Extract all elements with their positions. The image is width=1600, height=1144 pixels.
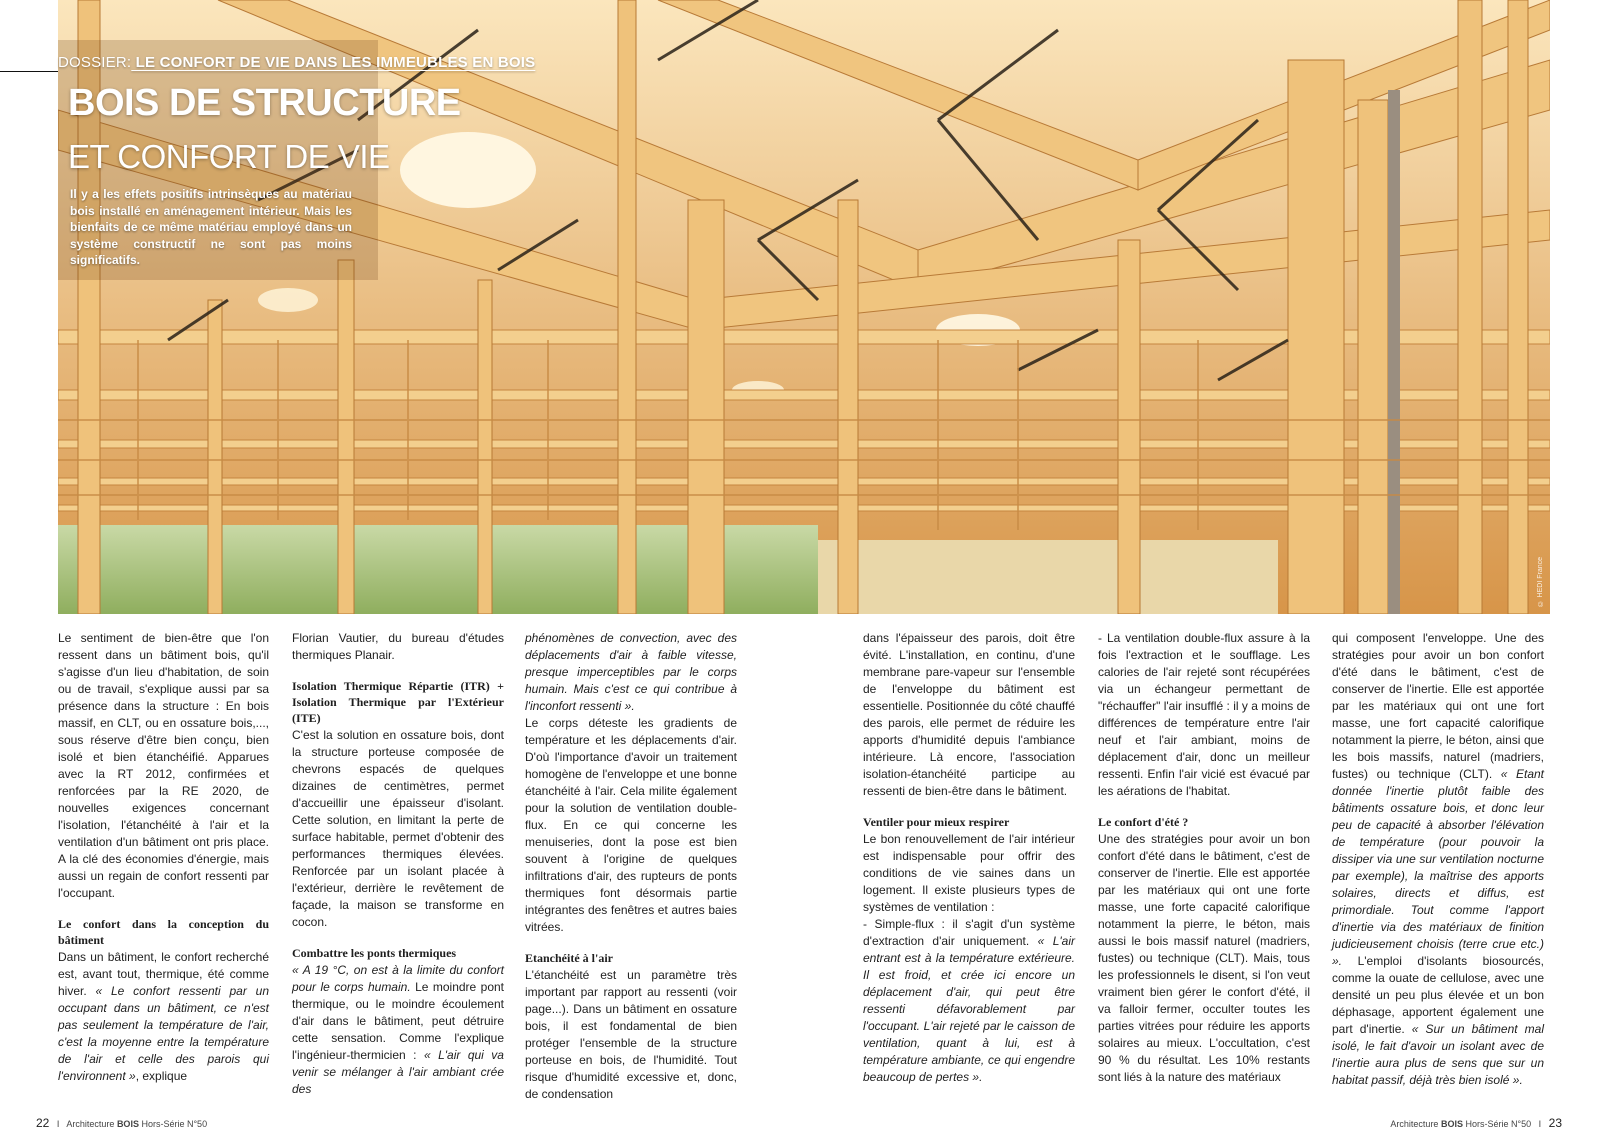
folio-right: [1390, 1116, 1562, 1130]
text-run: Le moindre pont thermique, ou le moindre écoulement d'air dans le bâtiment, peut détruire cette sensation. Comme l'explique l'ingénieur-thermicien :: [292, 980, 504, 1062]
page-number-right: 23: [1548, 1116, 1562, 1130]
paragraph: Le bon renouvellement de l'air intérieur est indispensable pour offrir des conditions de vie saines dans un logement. Il existe plusieurs types de systèmes de ventilation :: [863, 832, 1075, 914]
text-column-4: [863, 630, 1075, 1086]
kicker-topic: LE CONFORT DE VIE DANS LES IMMEUBLES EN BOIS: [131, 54, 536, 71]
header-rule: [0, 71, 58, 72]
quote: « Le confort ressenti par un occupant dans un bâtiment, ce n'est pas seulement la température de l'air, c'est la moyenne entre la température de l'air et celle des parois qui l'environnent »: [58, 984, 269, 1083]
text-run: - Simple-flux : il s'agit d'un système d'extraction d'air uniquement.: [863, 917, 1075, 948]
kicker-lead: DOSSIER:: [58, 54, 132, 71]
text-column-1: [58, 630, 269, 1085]
paragraph: C'est la solution en ossature bois, dont la structure porteuse composée de chevrons espacés de quelques dizaines de centimètres, permet d'accueillir une épaisseur d'isolant. Cette solution, en limitant la perte de surface habitable, permet d'obtenir des performances thermiques élevées. Renforcée par un isolant placée à l'extérieur, derrière le revêtement de façade, la maison se transforme en cocon.: [292, 728, 504, 929]
paragraph: dans l'épaisseur des parois, doit être évité. L'installation, en continu, d'une membrane pare-vapeur sur l'ensemble de l'enveloppe du bâtiment est essentielle. Positionnée du côté chauffé des parois, elle permet de réduire les apports d'humidité depuis l'ambiance intérieure. Là encore, l'association isolation-étanchéité participe au ressenti de bien-être dans le bâtiment.: [863, 631, 1075, 798]
text-column-3: [525, 630, 737, 1103]
paragraph: [58, 949, 269, 1085]
subheading: Etanchéité à l'air: [525, 951, 613, 965]
magazine-name: [1390, 1119, 1531, 1129]
page-number-left: 22: [36, 1116, 50, 1130]
quote: phénomènes de convection, avec des déplacements d'air à faible vitesse, presque imperceptibles par le corps humain. Mais c'est ce qui contribue à l'inconfort ressenti ».: [525, 631, 737, 713]
article-standfirst: Il y a les effets positifs intrinsèques au matériau bois installé en aménagement intérieur. Mais les bienfaits de ce même matériau employé dans un système constructif ne sont pas moins significatifs.: [70, 187, 352, 267]
subheading: Ventiler pour mieux respirer: [863, 815, 1010, 829]
text-run: , explique: [135, 1069, 188, 1083]
magazine-name: [66, 1119, 207, 1129]
text-column-5: [1098, 630, 1310, 1086]
subheading: Combattre les ponts thermiques: [292, 946, 457, 960]
quote: « Sur un bâtiment mal isolé, le fait d'avoir un isolant avec de l'inertie aura plus de sens que sur un habitat passif, déjà très bien isolé ».: [1332, 1022, 1544, 1087]
paragraph: [525, 630, 737, 715]
paragraph: [292, 962, 504, 1098]
text-run: BOIS: [1440, 1119, 1463, 1129]
quote: « A 19 °C, on est à la limite du confort pour le corps humain.: [292, 963, 504, 994]
folio-separator: I: [1538, 1119, 1542, 1129]
paragraph: L'étanchéité est un paramètre très important par rapport au ressenti (voir page...). Dans un bâtiment en ossature bois, il est fondamental de bien protéger l'ensemble de la structure porteuse en bois, de l'humidité. Tout risque d'humidité excessive et, donc, de condensation: [525, 968, 737, 1101]
subheading: Le confort dans la conception du bâtiment: [58, 917, 269, 947]
text-run: BOIS: [116, 1119, 139, 1129]
text-run: Dans un bâtiment, le confort recherché est, avant tout, thermique, été comme hiver.: [58, 950, 269, 998]
quote: « L'air entrant est à la température extérieure. Il est froid, et crée ici encore un déplacement d'air, qui peut être ressenti défavorablement par l'occupant. L'air rejeté par le caisson de ventilation, quant à lui, est à température ambiante, ce qui engendre beaucoup de pertes ».: [863, 934, 1076, 1084]
text-run: Architecture: [1390, 1119, 1441, 1129]
folio-left: [36, 1116, 207, 1130]
text-run: Architecture: [66, 1119, 117, 1129]
paragraph: [1332, 630, 1544, 1089]
folio-separator: I: [56, 1119, 60, 1129]
paragraph: Florian Vautier, du bureau d'études thermiques Planair.: [292, 631, 504, 662]
paragraph: Le corps déteste les gradients de température et les déplacements d'air. D'où l'importance d'avoir un traitement homogène de l'enveloppe et une bonne étanchéité à l'air. Cela milite également pour la solution de ventilation double-flux. En ce qui concerne les menuiseries, dont la pose est bien souvent à l'origine de quelques infiltrations d'air, des rupteurs de ponts thermiques font désormais partie intégrantes des fenêtres et autres baies vitrées.: [525, 716, 737, 934]
subheading: Le confort d'été ?: [1098, 815, 1189, 829]
article-title: BOIS DE STRUCTURE: [68, 82, 461, 124]
section-kicker: [58, 54, 535, 71]
paragraph: Une des stratégies pour avoir un bon confort d'été dans le bâtiment, c'est de conserver de l'inertie. Elle est apportée par les matériaux qui ont une forte masse, une forte capacité calorifique notamment la pierre, le béton, mais aussi le bois massif naturel (madriers, fustes) ou technique (CLT). Mais, tous les professionnels le disent, si l'on veut vraiment bien gérer le confort d'été, il va falloir fermer, occulter toutes les parties vitrées pour réduire les apports solaires au mieux. L'occultation, c'est 90 % du résultat. Les 10% restants sont liés à la nature des matériaux: [1098, 832, 1310, 1084]
paragraph: Le sentiment de bien-être que l'on ressent dans un bâtiment bois, qu'il s'agisse d'un lieu d'habitation, de soin ou de travail, s'explique aussi par sa présence dans la structure : En bois massif, en CLT, ou en ossature bois,..., sous réserve d'être bien conçu, bien isolé et bien étanchéifié. Apparues avec la RT 2012, confirmées et renforcées par la RE 2020, de nouvelles exigences concernant l'isolation, l'étanchéité à l'air et la ventilation d'un bâtiment ont pris place. A la clé des économies d'énergie, mais aussi un regain de confort ressenti par l'occupant.: [58, 631, 269, 900]
photo-credit: © HEDI France: [1537, 556, 1544, 606]
text-run: Hors-Série N°50: [1462, 1119, 1532, 1129]
quote: « Etant donnée l'inertie plutôt faible des bâtiments ossature bois, et donc leur peu de capacité à absorber l'élévation de température (pour pouvoir la dissiper via une sur ventilation nocturne par exemple), la maîtrise des apports solaires, directs et diffus, est primordiale. Tout comme l'apport d'inertie via des matériaux de finition judicieusement choisis (terre crue etc.) ».: [1332, 767, 1545, 968]
text-run: L'emploi d'isolants biosourcés, comme la ouate de cellulose, avec une densité un peu plus élevée et un bon déphasage, apportent également une part d'inertie.: [1332, 954, 1544, 1036]
text-run: Hors-Série N°50: [138, 1119, 208, 1129]
text-column-6: [1332, 630, 1544, 1089]
quote: « L'air qui va venir se mélanger à l'air ambiant crée des: [292, 1048, 504, 1096]
text-run: qui composent l'enveloppe. Une des stratégies pour avoir un bon confort d'été dans le bâtiment, c'est de conserver de l'inertie. Elle est apportée par les matériaux qui ont une fort masse, une fort capacité calorifique notamment la pierre, le béton, ainsi que les bois massifs, naturel (madriers, fustes) ou technique (CLT).: [1332, 631, 1544, 781]
paragraph: [863, 916, 1075, 1086]
text-column-2: [292, 630, 504, 1098]
subheading: Isolation Thermique Répartie (ITR) + Isolation Thermique par l'Extérieur (ITE): [292, 679, 504, 725]
article-subtitle: ET CONFORT DE VIE: [68, 138, 390, 175]
paragraph: - La ventilation double-flux assure à la fois l'extraction et le soufflage. Les calories de l'air rejeté sont récupérées via un échangeur permettant de "réchauffer" l'air insufflé : il y a moins de différences de température entre l'air neuf et l'air ambiant, moins de déplacement d'air, donc un meilleur ressenti. Enfin l'air vicié est évacué par les aérations de l'habitat.: [1098, 631, 1310, 798]
